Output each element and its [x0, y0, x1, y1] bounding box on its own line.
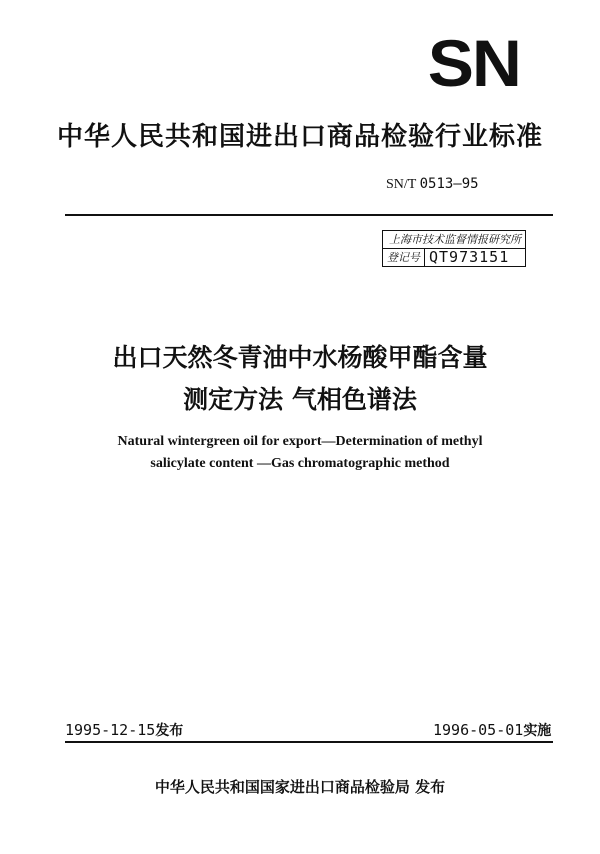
title-en-line1: Natural wintergreen oil for export—Determination of methyl	[117, 434, 483, 449]
registration-stamp	[382, 230, 526, 267]
stamp-label: 登记号	[383, 249, 425, 266]
sn-logo: SN	[428, 26, 521, 100]
title-cn-line2: 测定方法 气相色谱法	[183, 385, 417, 414]
standard-code	[386, 176, 479, 193]
standard-code-prefix: SN/T	[386, 177, 417, 192]
bottom-divider	[65, 741, 553, 743]
implement-date-label: 实施	[523, 723, 552, 739]
issue-date-value: 1995-12-15	[65, 721, 156, 739]
implement-date-value: 1996-05-01	[433, 721, 524, 739]
issue-date	[65, 720, 183, 740]
standard-code-number: 0513—95	[419, 176, 479, 192]
industry-standard-title: 中华人民共和国进出口商品检验行业标准	[57, 122, 544, 152]
implement-date	[433, 720, 551, 740]
title-en-line2: salicylate content —Gas chromatographic method	[150, 456, 450, 471]
top-divider	[65, 214, 553, 216]
stamp-institute: 上海市技术监督情报研究所	[383, 231, 525, 249]
publisher: 中华人民共和国国家进出口商品检验局 发布	[154, 778, 446, 796]
stamp-registration-number: QT973151	[429, 248, 510, 266]
issue-date-label: 发布	[155, 723, 184, 739]
title-cn-line1: 出口天然冬青油中水杨酸甲酯含量	[112, 343, 488, 372]
